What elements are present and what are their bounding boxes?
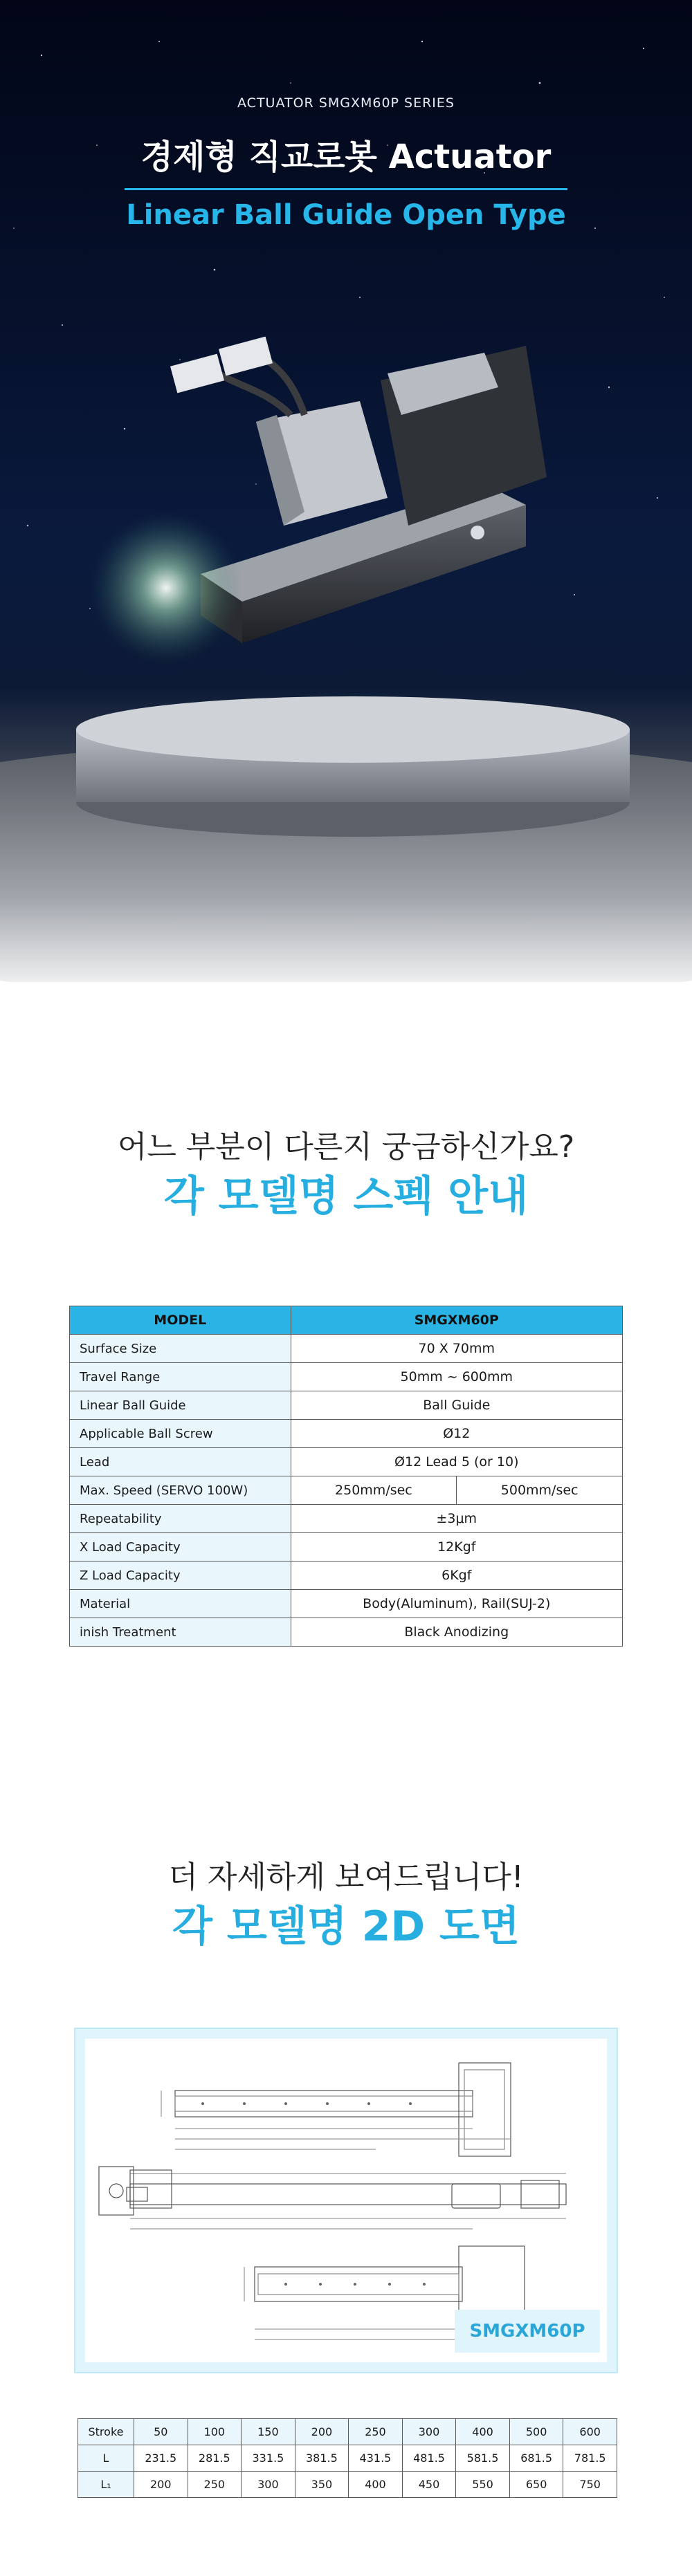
stroke-header-cell: 300 [402, 2419, 456, 2445]
spec-row-value: Body(Aluminum), Rail(SUJ-2) [291, 1590, 622, 1618]
stroke-header-cell: 200 [295, 2419, 349, 2445]
drawing-heading: 각 모델명 2D 도면 [172, 1902, 520, 1951]
spec-row-label: Linear Ball Guide [70, 1391, 291, 1420]
stroke-table [78, 2418, 617, 2498]
table-row [70, 1590, 623, 1618]
spec-row-label: inish Treatment [70, 1618, 291, 1647]
stroke-header-cell: 500 [509, 2419, 563, 2445]
stroke-cell: 750 [563, 2472, 617, 2498]
spec-row-label: Max. Speed (SERVO 100W) [70, 1476, 291, 1505]
stroke-header-cell: 400 [456, 2419, 510, 2445]
spec-row-value: 50mm ~ 600mm [291, 1363, 622, 1391]
spec-row-label: Applicable Ball Screw [70, 1420, 291, 1448]
stroke-cell: 481.5 [402, 2445, 456, 2472]
spec-row-value: 12Kgf [291, 1533, 622, 1562]
stroke-header-cell: Stroke [78, 2419, 134, 2445]
stroke-header-cell: 100 [188, 2419, 242, 2445]
table-row [70, 1562, 623, 1590]
stroke-cell: 350 [295, 2472, 349, 2498]
spec-row-value-b: 500mm/sec [457, 1476, 623, 1505]
stroke-cell: 450 [402, 2472, 456, 2498]
spec-row-label: Surface Size [70, 1335, 291, 1363]
hero-title: 경제형 직교로봇 Actuator [140, 138, 552, 176]
stroke-header-cell: 600 [563, 2419, 617, 2445]
spec-header-label: MODEL [70, 1306, 291, 1335]
table-row [70, 1335, 623, 1363]
hero-type-label: Linear Ball Guide Open Type [126, 199, 566, 231]
spec-row-value: ±3μm [291, 1505, 622, 1533]
table-row [78, 2472, 617, 2498]
hero-series-subtitle: ACTUATOR SMGXM60P SERIES [237, 95, 455, 111]
table-row [70, 1420, 623, 1448]
spec-header-value: SMGXM60P [291, 1306, 622, 1335]
spec-row-label: Travel Range [70, 1363, 291, 1391]
spec-row-label: Repeatability [70, 1505, 291, 1533]
spec-row-label: Material [70, 1590, 291, 1618]
spec-row-label: Z Load Capacity [70, 1562, 291, 1590]
stroke-cell: 331.5 [242, 2445, 295, 2472]
spec-question: 어느 부분이 다른지 궁금하신가요? [117, 1129, 575, 1165]
drawing-question: 더 자세하게 보여드립니다! [168, 1860, 524, 1895]
table-row [78, 2445, 617, 2472]
stroke-cell: 581.5 [456, 2445, 510, 2472]
technical-drawing-frame [74, 2028, 618, 2373]
spec-table-header [70, 1306, 623, 1335]
stroke-cell: 281.5 [188, 2445, 242, 2472]
hero-banner [0, 0, 692, 982]
spec-row-label: Lead [70, 1448, 291, 1476]
stroke-cell: 400 [349, 2472, 403, 2498]
spec-row-label: X Load Capacity [70, 1533, 291, 1562]
stroke-header-cell: 250 [349, 2419, 403, 2445]
table-row [70, 1476, 623, 1505]
stroke-cell: 431.5 [349, 2445, 403, 2472]
drawing-model-label: SMGXM60P [455, 2310, 600, 2353]
spec-row-value: Ball Guide [291, 1391, 622, 1420]
stroke-cell: 250 [188, 2472, 242, 2498]
stroke-cell: 381.5 [295, 2445, 349, 2472]
stroke-row-label: L [78, 2445, 134, 2472]
stroke-cell: 200 [134, 2472, 188, 2498]
stroke-header-cell: 50 [134, 2419, 188, 2445]
table-row [70, 1363, 623, 1391]
stroke-cell: 781.5 [563, 2445, 617, 2472]
spec-row-value: 70 X 70mm [291, 1335, 622, 1363]
table-row [70, 1448, 623, 1476]
spec-row-value: 6Kgf [291, 1562, 622, 1590]
spec-row-value-a: 250mm/sec [291, 1476, 457, 1505]
spec-heading: 각 모델명 스펙 안내 [163, 1172, 529, 1221]
spec-table [69, 1306, 623, 1647]
stroke-cell: 650 [509, 2472, 563, 2498]
table-row [70, 1505, 623, 1533]
spec-row-value: Black Anodizing [291, 1618, 622, 1647]
stroke-cell: 550 [456, 2472, 510, 2498]
table-row [70, 1533, 623, 1562]
stroke-cell: 300 [242, 2472, 295, 2498]
hero-divider [125, 188, 567, 190]
table-row [70, 1391, 623, 1420]
table-row [70, 1618, 623, 1647]
stroke-row-label: L₁ [78, 2472, 134, 2498]
stroke-cell: 231.5 [134, 2445, 188, 2472]
stroke-header-cell: 150 [242, 2419, 295, 2445]
stroke-table-header [78, 2419, 617, 2445]
stroke-cell: 681.5 [509, 2445, 563, 2472]
spec-row-value: Ø12 Lead 5 (or 10) [291, 1448, 622, 1476]
spec-row-value: Ø12 [291, 1420, 622, 1448]
